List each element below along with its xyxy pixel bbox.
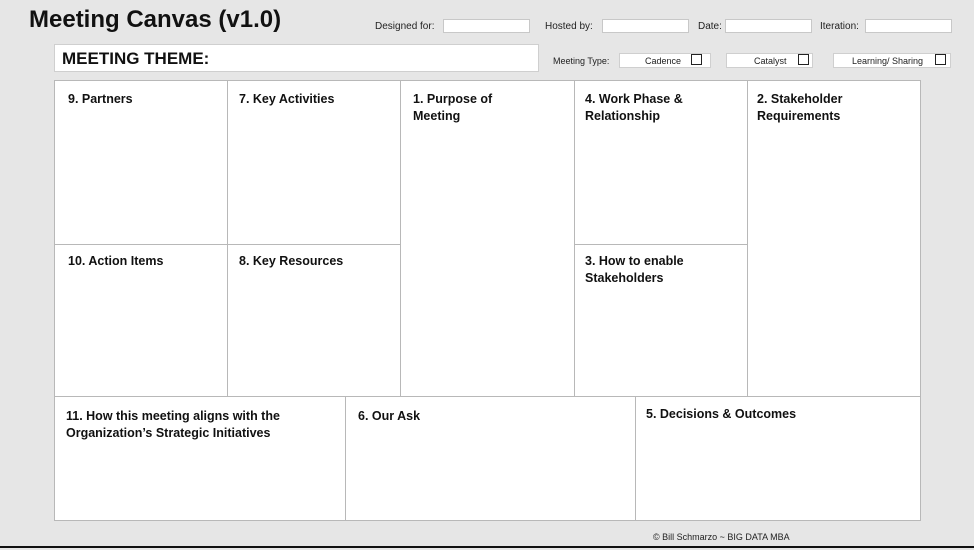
cadence-checkbox[interactable] [691,54,702,65]
cell-stakeholder-title-line1: 2. Stakeholder [757,92,843,106]
cell-enable-title-line2: Stakeholders [585,271,664,285]
meeting-type-label: Meeting Type: [553,56,610,66]
iteration-field[interactable] [865,19,952,33]
cadence-label: Cadence [645,56,682,66]
cell-strategic-alignment-title [66,408,280,442]
cell-work-phase-title-line2: Relationship [585,109,661,123]
cell-purpose-title [413,91,492,125]
cell-enable-stakeholders-title [585,253,684,287]
grid-divider [574,244,747,245]
cell-alignment-title-line2: Organization’s Strategic Initiatives [66,426,271,440]
cell-purpose-title-line1: 1. Purpose of [413,92,493,106]
learning-sharing-checkbox[interactable] [935,54,946,65]
grid-divider [635,396,636,520]
hosted-by-label: Hosted by: [545,21,593,32]
iteration-label: Iteration: [820,21,859,32]
catalyst-checkbox[interactable] [798,54,809,65]
cell-enable-title-line1: 3. How to enable [585,254,684,268]
cell-key-resources-title: 8. Key Resources [239,254,344,268]
grid-divider [747,81,748,396]
grid-divider [400,81,401,396]
cell-purpose-title-line2: Meeting [413,109,461,123]
footer-divider [0,546,974,548]
designed-for-label: Designed for: [375,21,435,32]
cell-alignment-title-line1: 11. How this meeting aligns with the [66,409,280,423]
date-field[interactable] [725,19,812,33]
canvas-grid [54,80,921,521]
cell-partners-title: 9. Partners [68,92,133,106]
grid-divider [55,396,920,397]
meeting-theme-field[interactable] [54,44,539,72]
cell-decisions-title: 5. Decisions & Outcomes [646,407,797,421]
meeting-type-option-learning-sharing[interactable] [833,53,951,68]
cell-action-items-title: 10. Action Items [68,254,164,268]
date-label: Date: [698,21,722,32]
designed-for-field[interactable] [443,19,530,33]
meeting-theme-label: MEETING THEME: [62,49,210,68]
grid-divider [574,81,575,396]
learning-sharing-label: Learning/ Sharing [852,56,924,66]
cell-key-activities-title: 7. Key Activities [239,92,335,106]
cell-work-phase-title-line1: 4. Work Phase & [585,92,683,106]
grid-divider [227,81,228,396]
cell-work-phase-title [585,91,683,125]
footer-credit: © Bill Schmarzo ~ BIG DATA MBA [653,532,790,542]
grid-divider [55,244,400,245]
hosted-by-field[interactable] [602,19,689,33]
catalyst-label: Catalyst [754,56,787,66]
grid-divider [345,396,346,520]
page-title: Meeting Canvas (v1.0) [29,6,282,33]
cell-stakeholder-requirements-title [757,91,842,125]
cell-stakeholder-title-line2: Requirements [757,109,841,123]
cell-our-ask-title: 6. Our Ask [358,409,421,423]
